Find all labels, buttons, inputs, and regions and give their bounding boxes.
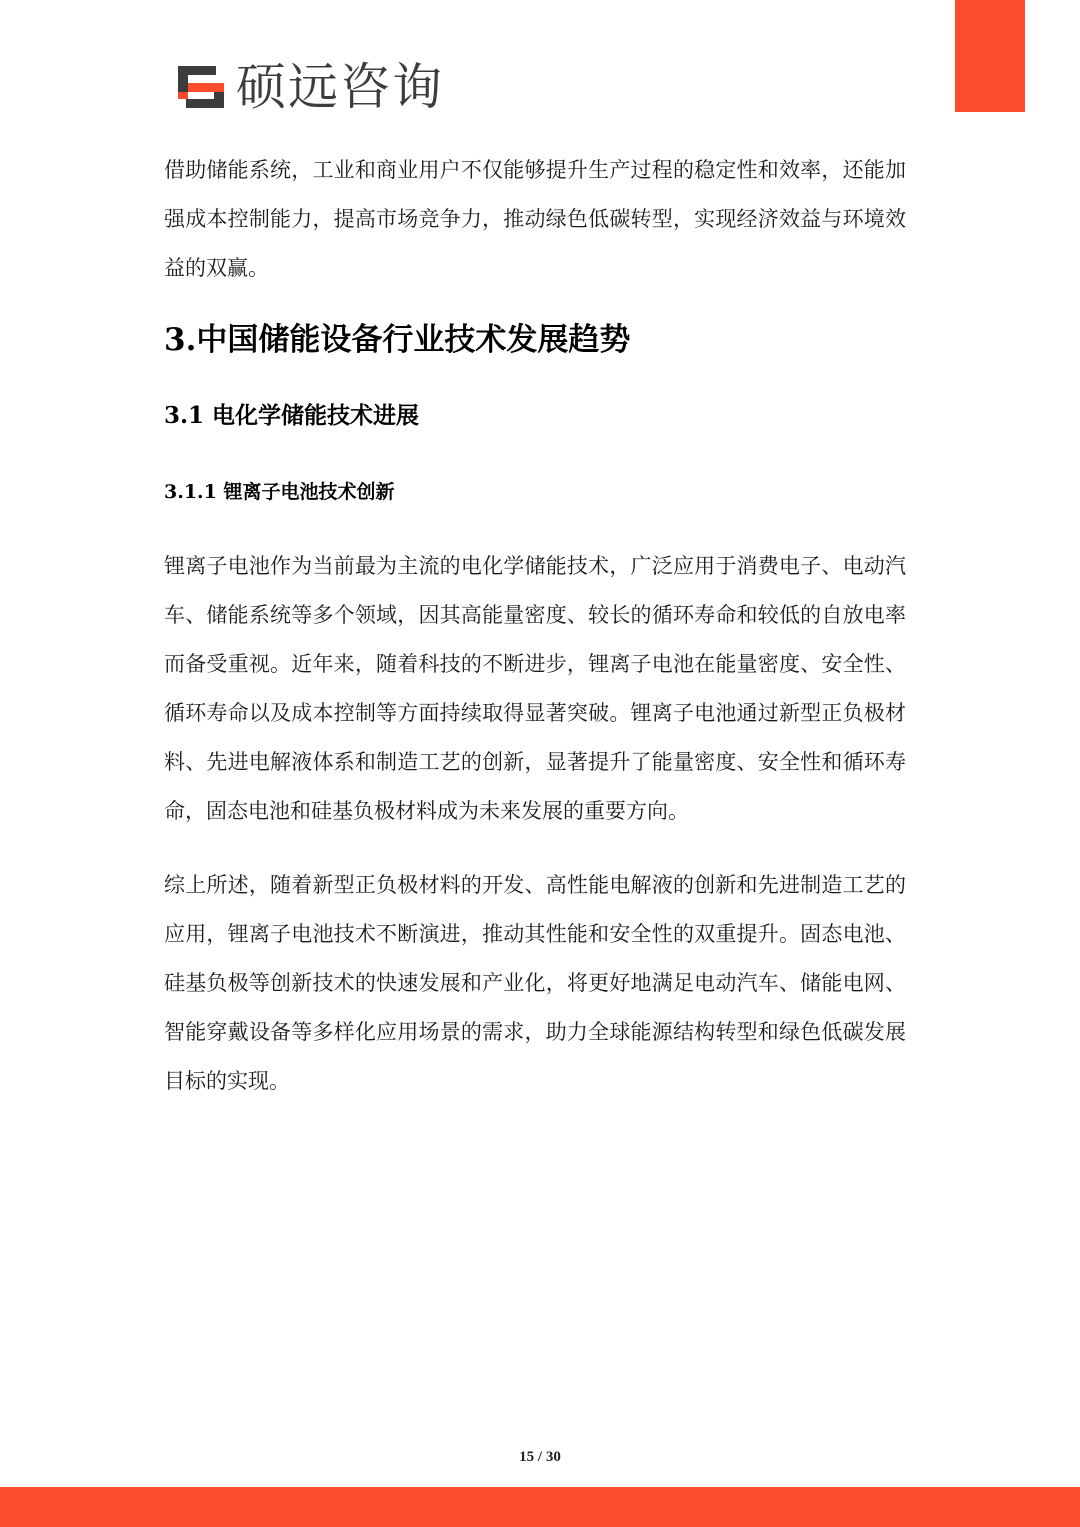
footer-accent-bar: [0, 1487, 1080, 1527]
brand-logo: [176, 60, 444, 114]
brand-name: 硕远咨询: [236, 58, 444, 116]
corner-accent-tab: [955, 0, 1025, 112]
brand-logo-icon: [176, 64, 226, 110]
body-paragraph-1: 锂离子电池作为当前最为主流的电化学储能技术，广泛应用于消费电子、电动汽车、储能系统等多个领域，因其高能量密度、较长的循环寿命和较低的自放电率而备受重视。近年来，随着科技的不断进步，锂离子电池在能量密度、安全性、循环寿命以及成本控制等方面持续取得显著突破。锂离子电池通过新型正负极材料、先进电解液体系和制造工艺的创新，显著提升了能量密度、安全性和循环寿命，固态电池和硅基负极材料成为未来发展的重要方向。: [164, 554, 906, 823]
body-paragraph-2: 综上所述，随着新型正负极材料的开发、高性能电解液的创新和先进制造工艺的应用，锂离子电池技术不断演进，推动其性能和安全性的双重提升。固态电池、硅基负极等创新技术的快速发展和产业化，将更好地满足电动汽车、储能电网、智能穿戴设备等多样化应用场景的需求，助力全球能源结构转型和绿色低碳发展目标的实现。: [164, 873, 906, 1093]
intro-paragraph: 借助储能系统，工业和商业用户不仅能够提升生产过程的稳定性和效率，还能加强成本控制能力，提高市场竞争力，推动绿色低碳转型，实现经济效益与环境效益的双赢。: [164, 158, 906, 280]
section-title: 3.中国储能设备行业技术发展趋势: [164, 322, 631, 358]
subsection-title: 3.1 电化学储能技术进展: [164, 402, 420, 429]
page-number: 15 / 30: [519, 1449, 561, 1465]
subsubsection-title: 3.1.1 锂离子电池技术创新: [164, 481, 395, 503]
